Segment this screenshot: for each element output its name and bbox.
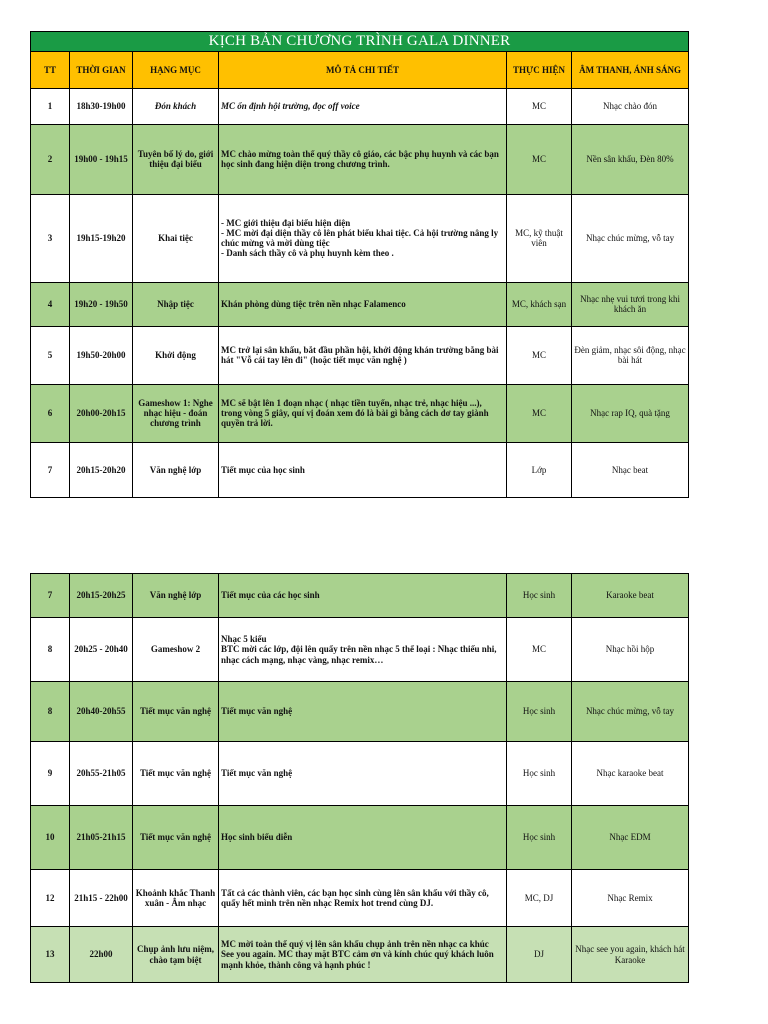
cell-by[interactable]: MC: [507, 326, 572, 384]
schedule-row: [31, 194, 689, 282]
cell-sound[interactable]: Karaoke beat: [572, 574, 689, 618]
schedule-row: [31, 927, 689, 983]
cell-desc[interactable]: Học sinh biểu diễn: [219, 806, 507, 870]
cell-sound[interactable]: Nhạc nhẹ vui tươi trong khi khách ăn: [572, 282, 689, 326]
header-item[interactable]: HẠNG MỤC: [133, 51, 219, 88]
cell-time[interactable]: 20h25 - 20h40: [70, 618, 133, 682]
cell-tt[interactable]: 9: [31, 742, 70, 806]
header-row: [31, 51, 689, 88]
cell-item[interactable]: Tiết mục văn nghệ: [133, 806, 219, 870]
cell-time[interactable]: 20h15-20h25: [70, 574, 133, 618]
cell-desc[interactable]: Nhạc 5 kiểu BTC mời các lớp, đội lên quẩy trên nền nhạc 5 thể loại : Nhạc thiếu nhi, nhạc cách mạng, nhạc vàng, nhạc remix…: [219, 618, 507, 682]
cell-desc[interactable]: Tất cả các thành viên, các bạn học sinh cùng lên sân khấu với thầy cô, quẩy hết mình trên nền nhạc Remix hot trend cùng DJ.: [219, 870, 507, 927]
header-tt[interactable]: TT: [31, 51, 70, 88]
cell-by[interactable]: MC, DJ: [507, 870, 572, 927]
cell-desc[interactable]: Tiết mục văn nghệ: [219, 742, 507, 806]
schedule-row: [31, 124, 689, 194]
cell-desc[interactable]: - MC giới thiệu đại biểu hiện diện - MC mời đại diện thầy cô lên phát biểu khai tiệc. Cả hội trường nâng ly chúc mừng và mời dùng tiệc - Danh sách thầy cô và phụ huynh kèm theo .: [219, 194, 507, 282]
cell-time[interactable]: 18h30-19h00: [70, 88, 133, 124]
schedule-row: [31, 88, 689, 124]
cell-by[interactable]: MC, kỹ thuật viên: [507, 194, 572, 282]
header-by[interactable]: THỰC HIỆN: [507, 51, 572, 88]
cell-sound[interactable]: Nhạc see you again, khách hát Karaoke: [572, 927, 689, 983]
cell-time[interactable]: 19h15-19h20: [70, 194, 133, 282]
schedule-table-1: [30, 31, 689, 498]
cell-desc[interactable]: Khán phòng dùng tiệc trên nền nhạc Falamenco: [219, 282, 507, 326]
cell-by[interactable]: Học sinh: [507, 806, 572, 870]
cell-item[interactable]: Nhập tiệc: [133, 282, 219, 326]
header-desc[interactable]: MÔ TẢ CHI TIẾT: [219, 51, 507, 88]
schedule-row: [31, 442, 689, 497]
sheet-title[interactable]: KỊCH BẢN CHƯƠNG TRÌNH GALA DINNER: [31, 32, 689, 52]
schedule-row: [31, 282, 689, 326]
cell-tt[interactable]: 5: [31, 326, 70, 384]
cell-by[interactable]: Học sinh: [507, 574, 572, 618]
cell-sound[interactable]: Nhạc chào đón: [572, 88, 689, 124]
cell-tt[interactable]: 6: [31, 384, 70, 442]
cell-time[interactable]: 20h15-20h20: [70, 442, 133, 497]
cell-sound[interactable]: Nhạc beat: [572, 442, 689, 497]
cell-sound[interactable]: Nhạc hồi hộp: [572, 618, 689, 682]
schedule-row: [31, 682, 689, 742]
cell-tt[interactable]: 12: [31, 870, 70, 927]
cell-item[interactable]: Đón khách: [133, 88, 219, 124]
cell-time[interactable]: 21h05-21h15: [70, 806, 133, 870]
header-sound[interactable]: ÂM THANH, ÁNH SÁNG: [572, 51, 689, 88]
schedule-row: [31, 806, 689, 870]
cell-tt[interactable]: 10: [31, 806, 70, 870]
cell-item[interactable]: Văn nghệ lớp: [133, 574, 219, 618]
cell-time[interactable]: 19h00 - 19h15: [70, 124, 133, 194]
cell-tt[interactable]: 7: [31, 574, 70, 618]
cell-desc[interactable]: Tiết mục văn nghệ: [219, 682, 507, 742]
cell-item[interactable]: Tuyên bố lý do, giới thiệu đại biểu: [133, 124, 219, 194]
cell-desc[interactable]: Tiết mục của các học sinh: [219, 574, 507, 618]
cell-sound[interactable]: Đèn giảm, nhạc sôi động, nhạc bài hát: [572, 326, 689, 384]
cell-tt[interactable]: 2: [31, 124, 70, 194]
cell-tt[interactable]: 1: [31, 88, 70, 124]
cell-sound[interactable]: Nhạc Remix: [572, 870, 689, 927]
cell-by[interactable]: Lớp: [507, 442, 572, 497]
cell-sound[interactable]: Nhạc karaoke beat: [572, 742, 689, 806]
cell-desc[interactable]: MC sẽ bật lên 1 đoạn nhạc ( nhạc tiền tuyển, nhạc trẻ, nhạc hiệu ...), trong vòng 5 giây, quí vị đoán xem đó là bài gì bằng cách dơ tay giành quyền trả lời.: [219, 384, 507, 442]
cell-by[interactable]: MC: [507, 124, 572, 194]
cell-by[interactable]: DJ: [507, 927, 572, 983]
cell-sound[interactable]: Nhạc EDM: [572, 806, 689, 870]
cell-sound[interactable]: Nhạc chúc mừng, vỗ tay: [572, 194, 689, 282]
cell-item[interactable]: Tiết mục văn nghệ: [133, 742, 219, 806]
schedule-table-2: [30, 573, 689, 983]
cell-by[interactable]: Học sinh: [507, 742, 572, 806]
schedule-row: [31, 326, 689, 384]
cell-by[interactable]: MC, khách sạn: [507, 282, 572, 326]
header-time[interactable]: THỜI GIAN: [70, 51, 133, 88]
cell-desc[interactable]: MC trở lại sân khấu, bắt đầu phần hội, khởi động khán trường bằng bài hát "Vỗ cái tay lên đi" (hoặc tiết mục văn nghệ ): [219, 326, 507, 384]
cell-time[interactable]: 19h50-20h00: [70, 326, 133, 384]
cell-tt[interactable]: 13: [31, 927, 70, 983]
cell-by[interactable]: MC: [507, 618, 572, 682]
schedule-row: [31, 618, 689, 682]
cell-time[interactable]: 19h20 - 19h50: [70, 282, 133, 326]
schedule-row: [31, 870, 689, 927]
cell-time[interactable]: 20h40-20h55: [70, 682, 133, 742]
cell-sound[interactable]: Nhạc rap IQ, quà tặng: [572, 384, 689, 442]
cell-tt[interactable]: 8: [31, 682, 70, 742]
cell-by[interactable]: MC: [507, 88, 572, 124]
cell-by[interactable]: Học sinh: [507, 682, 572, 742]
cell-time[interactable]: 21h15 - 22h00: [70, 870, 133, 927]
cell-item[interactable]: Khai tiệc: [133, 194, 219, 282]
cell-time[interactable]: 20h55-21h05: [70, 742, 133, 806]
cell-item[interactable]: Tiết mục văn nghệ: [133, 682, 219, 742]
cell-desc[interactable]: MC ổn định hội trường, đọc off voice: [219, 88, 507, 124]
schedule-row: [31, 742, 689, 806]
cell-item[interactable]: Chụp ảnh lưu niệm, chào tạm biệt: [133, 927, 219, 983]
cell-desc[interactable]: Tiết mục của học sinh: [219, 442, 507, 497]
cell-sound[interactable]: Nhạc chúc mừng, vỗ tay: [572, 682, 689, 742]
cell-item[interactable]: Văn nghệ lớp: [133, 442, 219, 497]
cell-item[interactable]: Gameshow 2: [133, 618, 219, 682]
cell-tt[interactable]: 8: [31, 618, 70, 682]
cell-tt[interactable]: 7: [31, 442, 70, 497]
schedule-row: [31, 574, 689, 618]
cell-desc[interactable]: MC mời toàn thể quý vị lên sân khấu chụp ảnh trên nền nhạc ca khúc See you again. MC thay mặt BTC cảm ơn và kính chúc quý khách luôn mạnh khỏe, thành công và hạnh phúc !: [219, 927, 507, 983]
cell-desc[interactable]: MC chào mừng toàn thể quý thầy cô giáo, các bậc phụ huynh và các bạn học sinh đang hiện diện trong chương trình.: [219, 124, 507, 194]
cell-tt[interactable]: 3: [31, 194, 70, 282]
cell-sound[interactable]: Nền sân khấu, Đèn 80%: [572, 124, 689, 194]
cell-item[interactable]: Gameshow 1: Nghe nhạc hiệu - đoán chương trình: [133, 384, 219, 442]
cell-item[interactable]: Khoảnh khắc Thanh xuân - Âm nhạc: [133, 870, 219, 927]
cell-time[interactable]: 20h00-20h15: [70, 384, 133, 442]
cell-item[interactable]: Khởi động: [133, 326, 219, 384]
schedule-row: [31, 384, 689, 442]
cell-by[interactable]: MC: [507, 384, 572, 442]
cell-tt[interactable]: 4: [31, 282, 70, 326]
cell-time[interactable]: 22h00: [70, 927, 133, 983]
